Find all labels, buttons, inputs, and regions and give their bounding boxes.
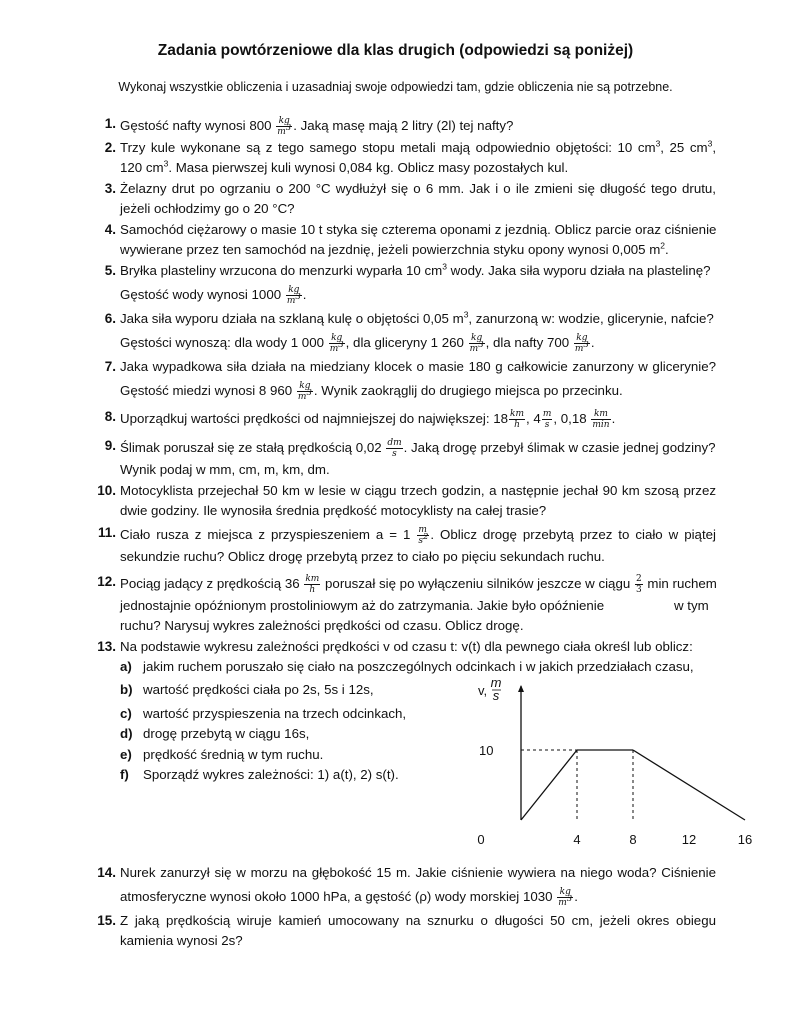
question-number: 5. [104,263,116,278]
y-axis-label: v, [478,683,488,698]
sub-label: f) [120,767,129,782]
question-number: 9. [104,438,116,453]
question-number: 8. [104,409,116,424]
y-axis-unit-denominator: s [492,688,500,703]
unit-fraction: $\frac{kg}{m^3}$ [469,333,484,354]
x-tick-label: 16 [737,832,753,847]
question-number: 4. [104,222,116,237]
x-tick-label: 4 [573,832,581,847]
intro-text: Wykonaj wszystkie obliczenia i uzasadniaj swoje odpowiedzi tam, gdzie obliczenia nie są potrzebne. [118,80,673,94]
unit-fraction: $\frac{kg}{m^3}$ [574,333,589,354]
unit-fraction: $\frac{m}{s^2}$ [418,525,429,546]
y-tick-label: 10 [479,743,494,758]
question-number: 1. [104,116,116,131]
sub-text: wartość prędkości ciała po 2s, 5s i 12s, [143,682,374,697]
question-number: 11. [97,525,116,540]
unit-fraction: $\frac{km}{h}$ [510,409,525,430]
sub-text: jakim ruchem poruszało się ciało na poszczególnych odcinkach i w jakich przedziałach czasu, [143,659,694,674]
question-number: 2. [104,140,116,155]
fraction-two-thirds: $\frac{2}{3}$ [635,574,642,595]
y-axis-arrow-icon [518,685,524,692]
sub-text: drogę przebytą w ciągu 16s, [143,726,310,741]
question-number: 7. [104,359,116,374]
unit-fraction: $\frac{kg}{m^3}$ [558,887,573,908]
unit-fraction: $\frac{kg}{m^3}$ [286,285,301,306]
sub-label: e) [120,747,132,762]
question-number: 10. [97,483,116,498]
sub-label: d) [120,726,133,741]
x-tick-label: 8 [629,832,637,847]
data-segment [633,750,745,820]
question-number: 15. [97,913,116,928]
unit-fraction: $\frac{km}{h}$ [305,574,320,595]
data-segment [521,750,577,820]
question-number: 6. [104,311,116,326]
unit-fraction: $\frac{m}{s}$ [542,409,552,430]
question-number: 14. [97,865,116,880]
x-tick-label: 12 [681,832,697,847]
sub-text: Sporządź wykres zależności: 1) a(t), 2) s(t). [143,767,399,782]
sub-text: prędkość średnią w tym ruchu. [143,747,324,762]
question-number: 12. [97,574,116,589]
question-number: 3. [104,181,116,196]
unit-fraction: $\frac{km}{\min}$ [592,409,610,430]
sub-label: b) [120,682,133,697]
question-number: 13. [97,639,116,654]
unit-fraction: $\frac{kg}{m^3}$ [329,333,344,354]
y-axis-unit-numerator: m [490,675,502,690]
page-title: Zadania powtórzeniowe dla klas drugich (odpowiedzi są poniżej) [157,42,634,59]
unit-fraction: $\frac{dm}{s}$ [387,438,402,459]
unit-fraction: $\frac{kg}{m^3}$ [277,116,292,137]
x-tick-label: 0 [477,832,485,847]
unit-fraction: $\frac{kg}{m^3}$ [297,381,312,402]
sub-label: c) [120,706,132,721]
sub-label: a) [120,659,132,674]
sub-text: wartość przyspieszenia na trzech odcinkach, [143,706,407,721]
